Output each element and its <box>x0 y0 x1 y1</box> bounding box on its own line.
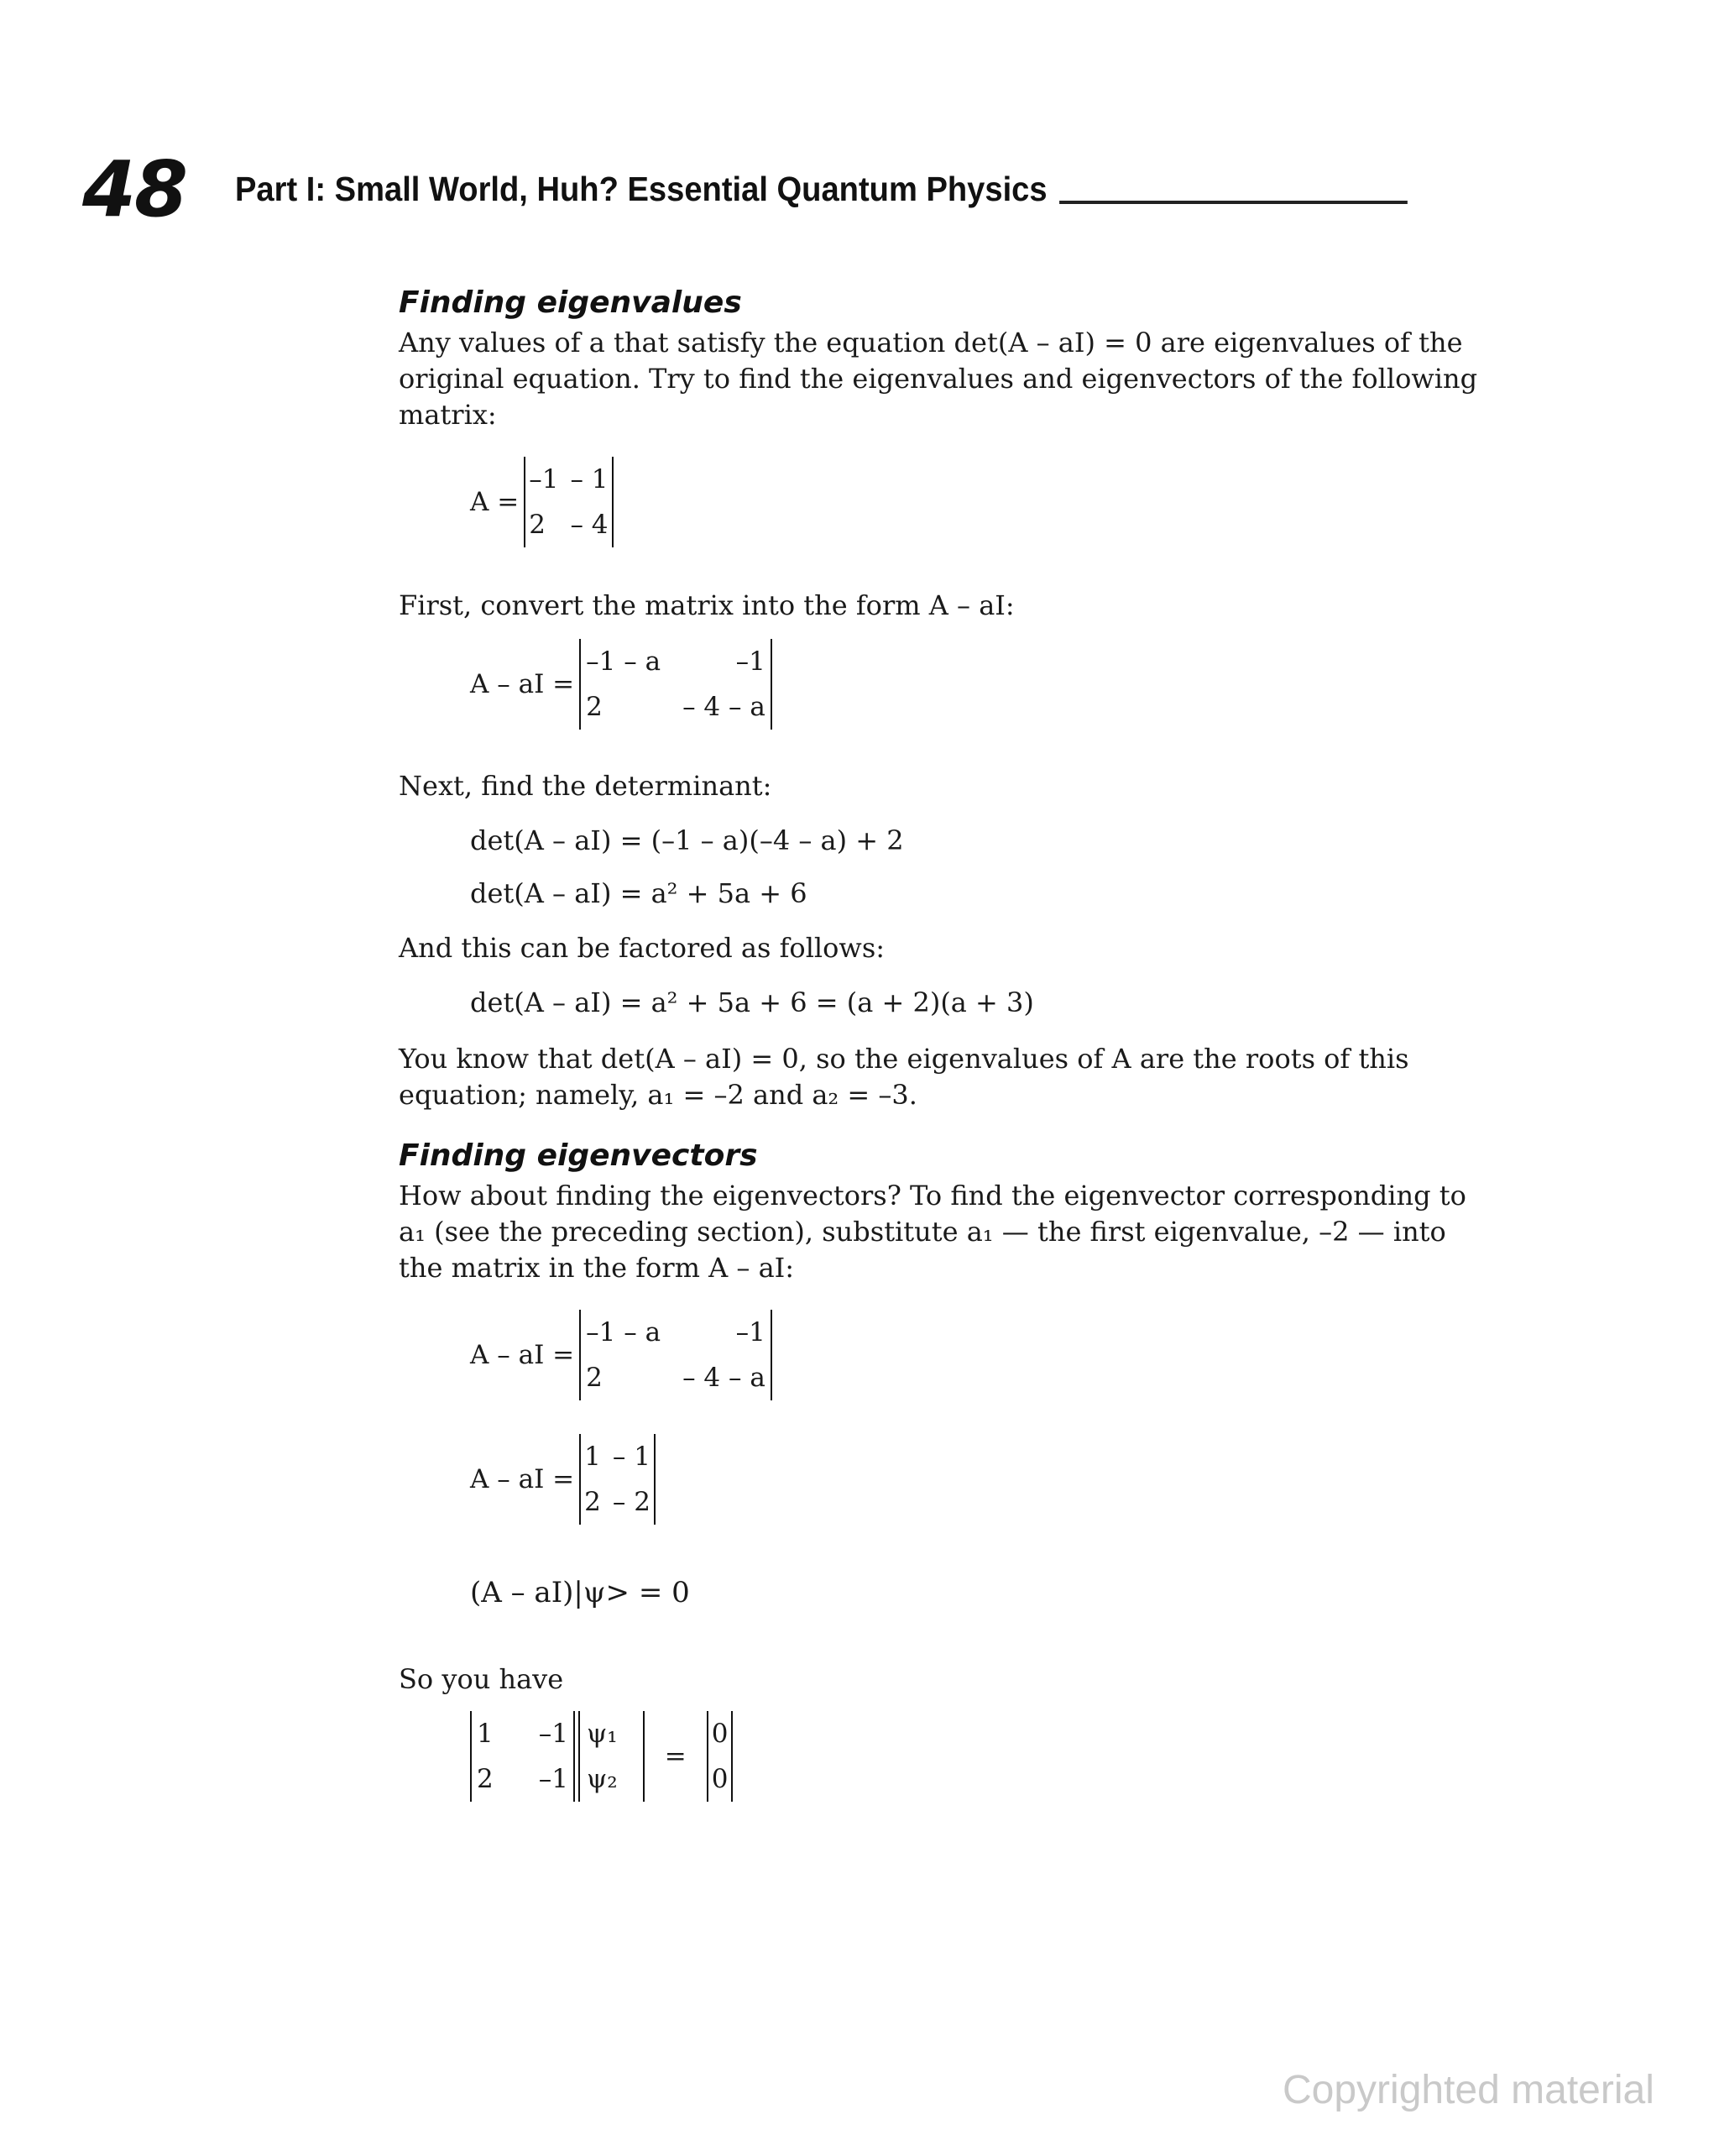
matrix-cell: – 4 – a <box>682 1363 765 1393</box>
running-head-title: Part I: Small World, Huh? Essential Quantum Physics <box>235 170 1048 208</box>
matrix-A-minus-aI-equation <box>470 639 1490 730</box>
matrix-A-minus-aI-equation-2 <box>470 1310 1490 1400</box>
section-heading-eigenvectors: Finding eigenvectors <box>399 1138 758 1173</box>
ket-equation: (A – aI)|ψ> = 0 <box>470 1576 690 1609</box>
roots-paragraph: You know that det(A – aI) = 0, so the eigenvalues of A are the roots of this equation; namely, a₁ = –2 and a₂ = –3. <box>399 1043 1409 1111</box>
determinant-equation-2: det(A – aI) = a² + 5a + 6 <box>470 877 807 909</box>
matrix-cell: 2 <box>586 1363 603 1393</box>
matrix-cell: – 2 <box>612 1487 651 1517</box>
substituted-matrix-equation <box>470 1434 1490 1525</box>
matrix-cell: 2 <box>584 1487 601 1517</box>
matrix-cell: 2 <box>477 1764 494 1794</box>
vector-cell: 0 <box>711 1719 729 1749</box>
section-heading-eigenvalues: Finding eigenvalues <box>399 285 742 320</box>
zero-vector <box>707 1711 734 1802</box>
matrix-A <box>524 457 613 547</box>
vector-cell: 0 <box>711 1764 729 1794</box>
substituted-matrix <box>579 1434 656 1525</box>
matrix-label: A – aI = <box>470 669 575 699</box>
matrix-cell: –1 <box>538 1764 568 1794</box>
matrix-cell: – 4 – a <box>682 692 765 722</box>
determinant-paragraph: Next, find the determinant: <box>399 770 772 802</box>
matrix-label: A – aI = <box>470 1340 575 1370</box>
running-head <box>235 170 1408 209</box>
matrix-A-equation <box>470 457 1490 547</box>
matrix-cell: – 1 <box>612 1442 651 1472</box>
eigenvector-system <box>470 1711 1490 1802</box>
running-head-rule <box>1059 201 1407 204</box>
matrix-cell: 2 <box>586 692 603 722</box>
matrix-label: A – aI = <box>470 1464 575 1494</box>
eigenvector-intro-paragraph: How about finding the eigenvectors? To find the eigenvector corresponding to a₁ (see the preceding section), substitute a₁ — the first eigenvalue, –2 — into the matrix in the form A – aI: <box>399 1180 1466 1284</box>
page-number: 48 <box>82 144 187 234</box>
determinant-equation-1: det(A – aI) = (–1 – a)(–4 – a) + 2 <box>470 824 904 856</box>
matrix-A-label: A = <box>470 487 520 517</box>
matrix-cell: –1 <box>735 1317 765 1348</box>
matrix-A-minus-aI-2 <box>579 1310 772 1400</box>
matrix-cell: –1 – a <box>586 1317 661 1348</box>
matrix-cell: – 1 <box>570 464 609 495</box>
matrix-cell: –1 <box>529 464 559 495</box>
matrix-cell: –1 <box>538 1719 568 1749</box>
matrix-cell: –1 – a <box>586 646 661 677</box>
psi-vector <box>578 1711 645 1802</box>
page-content <box>399 285 1490 1802</box>
so-you-have-paragraph: So you have <box>399 1663 564 1695</box>
factor-paragraph: And this can be factored as follows: <box>399 932 886 964</box>
matrix-cell: 1 <box>477 1719 494 1749</box>
matrix-A-minus-aI <box>579 639 772 730</box>
equals-sign: = <box>664 1741 687 1771</box>
convert-paragraph: First, convert the matrix into the form A – aI: <box>399 589 1015 621</box>
vector-cell: ψ₁ <box>586 1719 618 1749</box>
matrix-cell: –1 <box>735 646 765 677</box>
factored-equation: det(A – aI) = a² + 5a + 6 = (a + 2)(a + 3) <box>470 986 1034 1018</box>
copyright-watermark: Copyrighted material <box>1283 2068 1654 2112</box>
matrix-cell: – 4 <box>570 510 609 540</box>
matrix-cell: 1 <box>584 1442 601 1472</box>
intro-paragraph: Any values of a that satisfy the equation det(A – aI) = 0 are eigenvalues of the original equation. Try to find the eigenvalues and eigenvectors of the following matrix: <box>399 327 1478 431</box>
vector-cell: ψ₂ <box>586 1764 618 1794</box>
coefficient-matrix <box>470 1711 575 1802</box>
matrix-cell: 2 <box>529 510 546 540</box>
